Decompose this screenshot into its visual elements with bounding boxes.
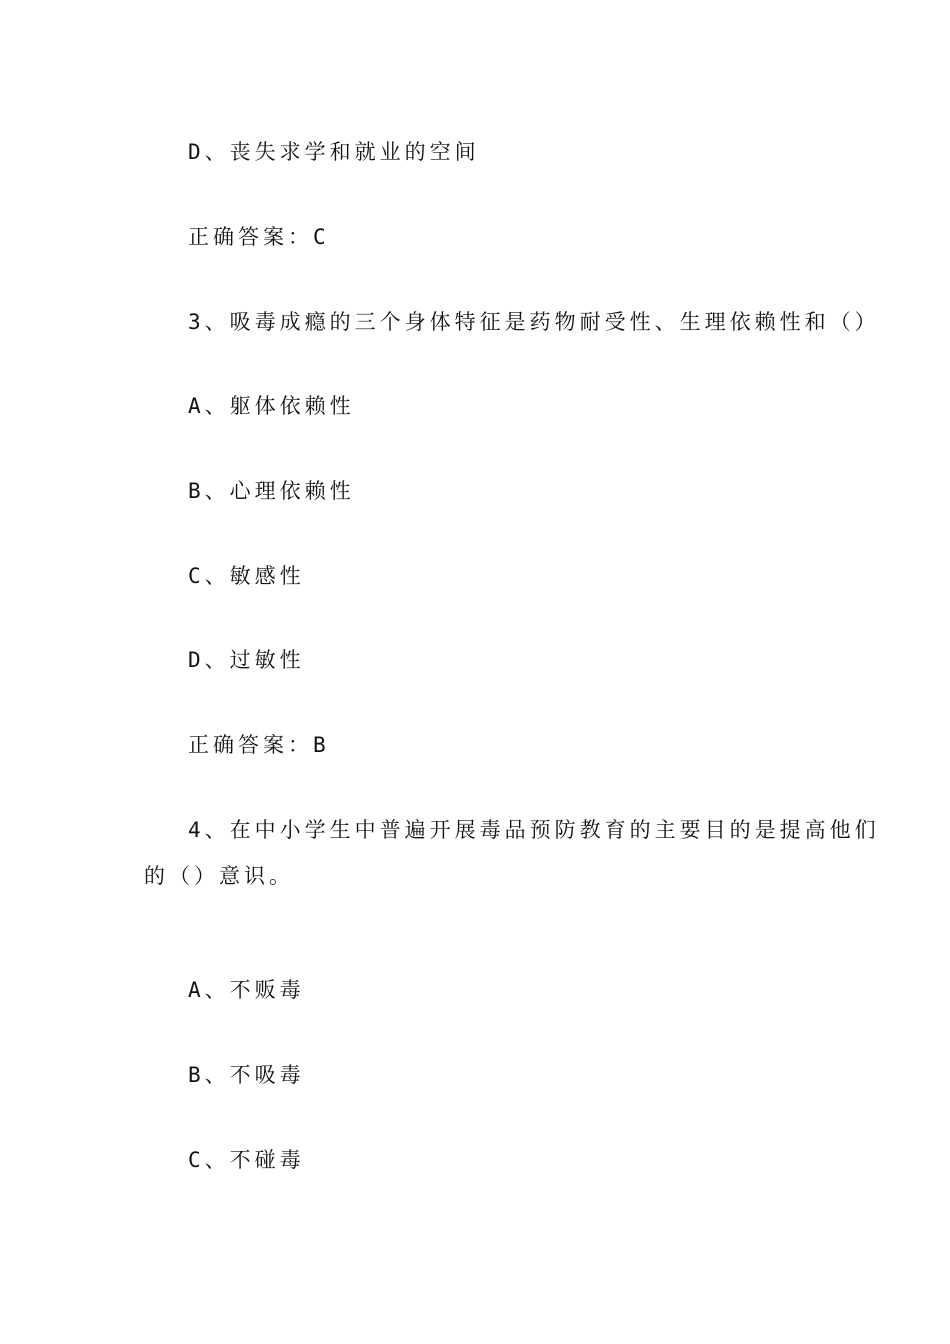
option-b-q4: B、不吸毒 (188, 1063, 305, 1087)
option-b-q3: B、心理依赖性 (188, 479, 355, 503)
option-c-q4: C、不碰毒 (188, 1148, 305, 1172)
option-d-q3: D、过敏性 (188, 648, 305, 672)
question-3: 3、吸毒成瘾的三个身体特征是药物耐受性、生理依赖性和（） (188, 310, 880, 334)
option-a-q4: A、不贩毒 (188, 978, 305, 1002)
option-c-q3: C、敏感性 (188, 564, 305, 588)
answer-q2: 正确答案：C (188, 225, 330, 249)
question-4-line-1: 4、在中小学生中普遍开展毒品预防教育的主要目的是提高他们 (188, 818, 880, 842)
option-a-q3: A、躯体依赖性 (188, 394, 355, 418)
option-d-q2: D、丧失求学和就业的空间 (188, 140, 480, 164)
answer-q3: 正确答案：B (188, 733, 330, 757)
question-4-line-2: 的（）意识。 (144, 864, 294, 888)
